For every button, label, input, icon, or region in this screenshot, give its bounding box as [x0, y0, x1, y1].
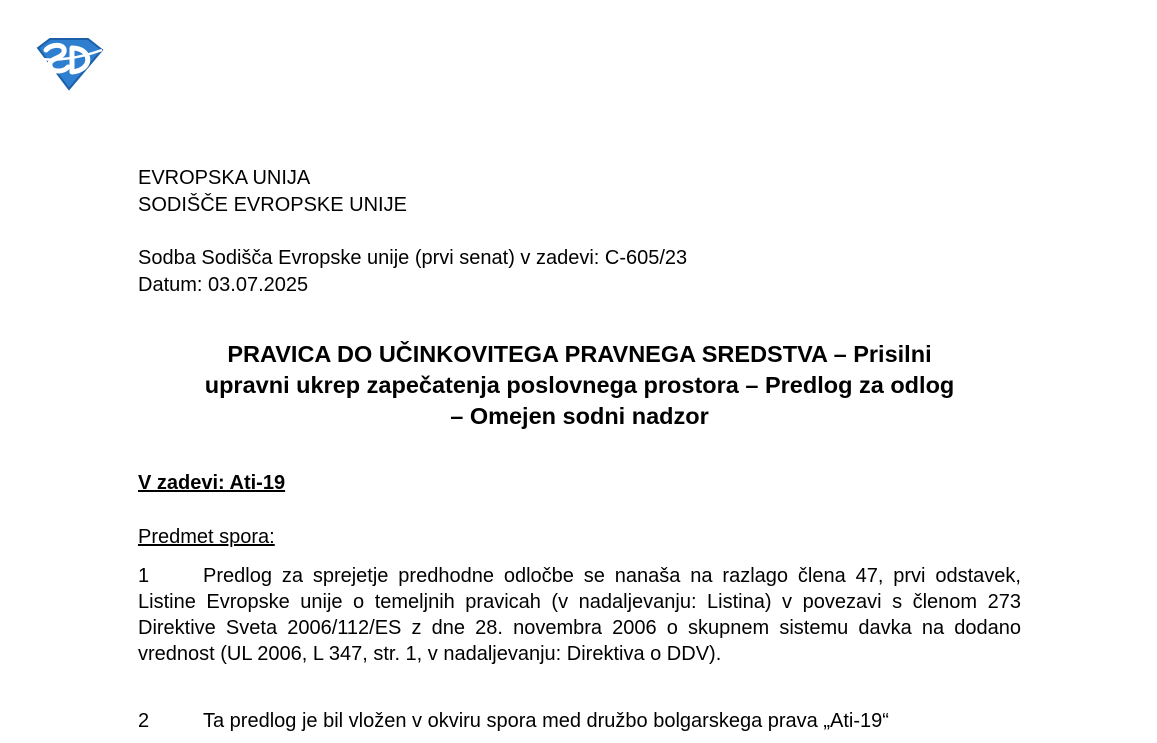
header-line-1: EVROPSKA UNIJA: [138, 167, 311, 189]
title-line-3: – Omejen sodni nadzor: [450, 403, 709, 429]
document-title: [138, 339, 1021, 432]
court-logo-icon: [32, 36, 106, 92]
judgment-date: Datum: 03.07.2025: [138, 274, 309, 296]
paragraph-number: 2: [138, 710, 150, 732]
paragraph-text: Predlog za sprejetje predhodne odločbe se nanaša na razlago člena 47, prvi odstavek, Listine Evropske unije o temeljnih pravicah (v nadaljevanju: Listina) v povezavi s členom 273 Direktive Sveta 2006/112/ES z dne 28. novembra 2006 o skupnem sistemu davka na dodano vrednost (UL 2006, L 347, str. 1, v nadaljevanju: Direktiva o DDV).: [138, 565, 1021, 665]
title-line-2: upravni ukrep zapečatenja poslovnega prostora – Predlog za odlog: [204, 372, 955, 398]
paragraph-text: Ta predlog je bil vložen v okviru spora med družbo bolgarskega prava „Ati-19“: [203, 710, 889, 732]
paragraph-1: [138, 563, 1021, 667]
case-subject-heading: V zadevi: Ati-19: [138, 472, 286, 494]
header-line-2: SODIŠČE EVROPSKE UNIJE: [138, 194, 407, 216]
case-reference: Sodba Sodišča Evropske unije (prvi senat) v zadevi: C-605/23: [138, 247, 688, 269]
paragraph-number: 1: [138, 565, 150, 587]
paragraph-2: [138, 708, 1021, 734]
section-heading: Predmet spora:: [138, 526, 275, 548]
title-line-1: PRAVICA DO UČINKOVITEGA PRAVNEGA SREDSTVA – Prisilni: [227, 341, 932, 367]
